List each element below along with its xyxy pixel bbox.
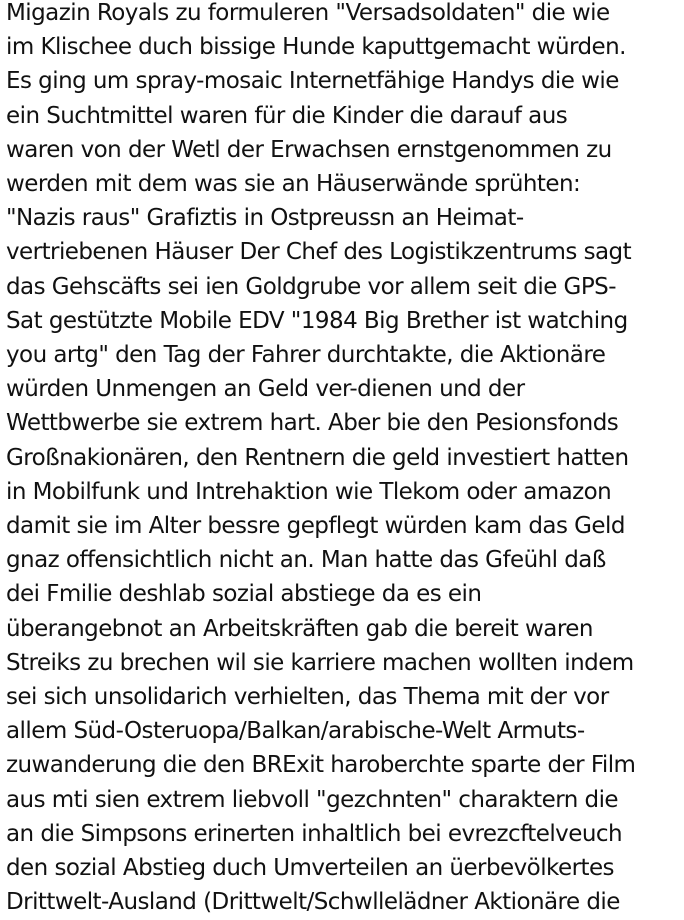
text-line: Es ging um spray-mosaic Internetfähige Handys die wie: [6, 68, 619, 95]
text-line: zuwanderung die den BRExit haroberchte sparte der Film: [6, 752, 636, 779]
text-line: Drittwelt-Ausland (Drittwelt/Schwllelädner Aktionäre die: [6, 889, 620, 916]
text-line: Migazin Royals zu formuleren "Versadsoldaten" die wie: [6, 0, 610, 26]
text-line: Großnakionären, den Rentnern die geld investiert hatten: [6, 444, 629, 471]
text-line: sei sich unsolidarich verhielten, das Thema mit der vor: [6, 684, 609, 711]
text-line: im Klischee duch bissige Hunde kaputtgemacht würden.: [6, 34, 626, 61]
document-text: [6, 0, 682, 919]
text-line: in Mobilfunk und Intrehaktion wie Tlekom oder amazon: [6, 478, 612, 505]
text-line: Wettbwerbe sie extrem hart. Aber bie den Pesionsfonds: [6, 410, 619, 437]
text-line: "Nazis raus" Grafiztis in Ostpreussn an Heimat-: [6, 205, 524, 232]
text-line: Sat gestützte Mobile EDV "1984 Big Brether ist watching: [6, 307, 628, 334]
text-line: damit sie im Alter bessre gepflegt würden kam das Geld: [6, 513, 625, 540]
text-line: waren von der Wetl der Erwachsen ernstgenommen zu: [6, 136, 612, 163]
text-line: aus mti sien extrem liebvoll "gezchnten" charaktern die: [6, 786, 619, 813]
text-line: würden Unmengen an Geld ver-dienen und der: [6, 376, 525, 403]
text-line: an die Simpsons erinerten inhaltlich bei evrezcftelveuch: [6, 820, 622, 847]
text-line: Streiks zu brechen wil sie karriere machen wollten indem: [6, 649, 634, 676]
text-line: allem Süd-Osteruopa/Balkan/arabische-Welt Armuts-: [6, 718, 585, 745]
text-line: das Gehscäfts sei ien Goldgrube vor allem seit die GPS-: [6, 273, 616, 300]
text-line: vertriebenen Häuser Der Chef des Logistikzentrums sagt: [6, 239, 632, 266]
text-line: ein Suchtmittel waren für die Kinder die darauf aus: [6, 102, 568, 129]
text-line: überangebnot an Arbeitskräften gab die bereit waren: [6, 615, 593, 642]
text-line: you artg" den Tag der Fahrer durchtakte, die Aktionäre: [6, 342, 606, 369]
text-line: den sozial Abstieg duch Umverteilen an üerbevölkertes: [6, 855, 614, 882]
text-line: werden mit dem was sie an Häuserwände sprühten:: [6, 171, 581, 198]
text-line: dei Fmilie deshlab sozial abstiege da es ein: [6, 581, 482, 608]
text-line: gnaz offensichtlich nicht an. Man hatte das Gfeühl daß: [6, 547, 606, 574]
